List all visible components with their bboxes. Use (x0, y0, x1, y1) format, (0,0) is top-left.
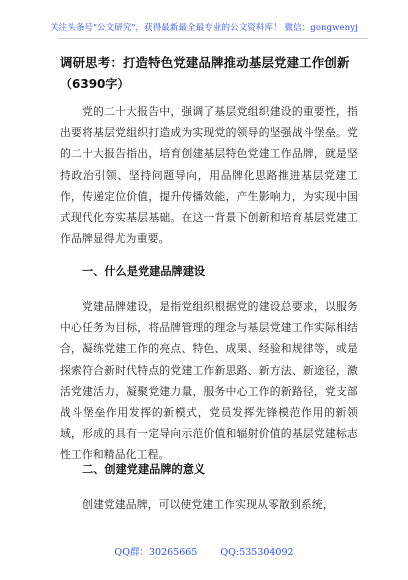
document-title: 调研思考：打造特色党建品牌推动基层党建工作创新 (60, 55, 350, 70)
paragraph-intro: 党的二十大报告中，强调了基层党组织建设的重要性，指出要将基层党组织打造成为实现党的领导的坚强战斗堡垒。党的二十大报告指出，培育创建基层特色党建工作品牌，就是坚持政治引领、坚持问题导向，用品牌化思路推进基层党建工作，传递定位价值，提升传播效能，产生影响力，为实现中国式现代化夯实基层基础。在这一背景下创新和培育基层党建工作品牌显得尤为重要。 (60, 105, 358, 246)
header-divider (58, 38, 368, 39)
section-heading-2: 二、创建党建品牌的意义 (82, 463, 206, 476)
footer-qq: QQ:535304092 (220, 547, 294, 558)
header-banner: 关注头条号"公文研究"，获得最新最全最专业的公文资料库！ 微信：gongwenyj (50, 23, 358, 33)
document-word-count: （6390字） (60, 77, 130, 91)
paragraph-definition: 党建品牌建设，是指党组织根据党的建设总要求，以服务中心任务为目标，将品牌管理的理念与基层党建工作实际相结合，凝练党建工作的亮点、特色、成果、经验和规律等，或是探索符合新时代特点的党建工作新思路、新方法、新途径，激活党建活力，凝聚党建力量，服务中心工作的新路径，党支部战斗堡垒作用发挥的新模式，党员发挥先锋模范作用的新领域，形成的具有一定导向示范价值和辐射价值的基层党建标志性工作和精品化工程。 (60, 300, 358, 462)
footer-contact (0, 544, 408, 558)
section-heading-1: 一、什么是党建品牌建设 (82, 265, 206, 278)
footer-qq-group: QQ群：30265665 (114, 547, 198, 558)
paragraph-significance: 创建党建品牌，可以使党建工作实现从零散到系统， (82, 498, 334, 511)
